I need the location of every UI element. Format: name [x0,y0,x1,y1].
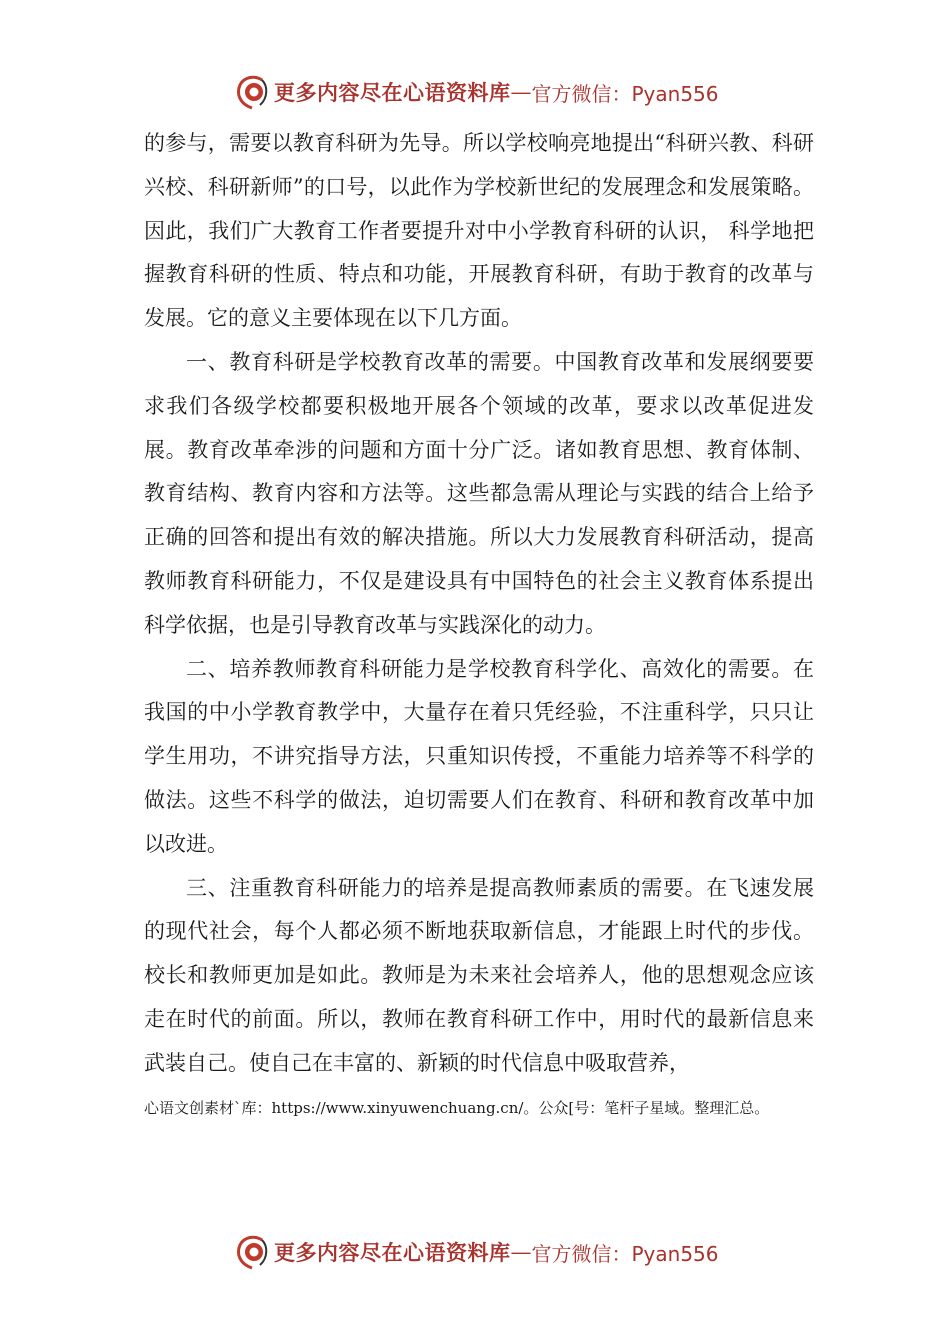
banner-sub-text: 官方微信：Pyan556 [531,81,719,106]
logo-icon [232,1232,272,1272]
banner-main-text: 更多内容尽在心语资料库 [274,1240,511,1265]
logo-icon [232,72,272,112]
footer-banner [232,1232,719,1272]
paragraph-point-3: 三、注重教育科研能力的培养是提高教师素质的需要。在飞速发展的现代社会，每个人都必须不断地获取新信息，才能跟上时代的步伐。校长和教师更加是如此。教师是为未来社会培养人，他的思想观念应该走在时代的前面。所以，教师在教育科研工作中，用时代的最新信息来武装自己。使自己在丰富的、新颖的时代信息中吸取营养， [144,875,814,1075]
banner-dash: — [510,1240,532,1264]
source-note: 心语文创素材`库：https://www.xinyuwenchuang.cn/。公众[号：笔杆子星域。整理汇总。 [144,1099,770,1117]
banner-dash: — [510,80,532,104]
document-body [144,122,814,1086]
banner-main-text: 更多内容尽在心语资料库 [274,80,511,105]
paragraph-intro: 的参与，需要以教育科研为先导。所以学校响亮地提出“科研兴教、科研兴校、科研新师”的口号，以此作为学校新世纪的发展理念和发展策略。因此，我们广大教育工作者要提升对中小学教育科研的认识， 科学地把握教育科研的性质、特点和功能，开展教育科研，有助于教育的改革与发展。它的意义主要体现在以下几方面。 [144,131,814,331]
paragraph-point-1: 一、教育科研是学校教育改革的需要。中国教育改革和发展纲要要求我们各级学校都要积极地开展各个领域的改革，要求以改革促进发展。教育改革牵涉的问题和方面十分广泛。诸如教育思想、教育体制、教育结构、教育内容和方法等。这些都急需从理论与实践的结合上给予正确的回答和提出有效的解决措施。所以大力发展教育科研活动，提高教师教育科研能力，不仅是建设具有中国特色的社会主义教育体系提出科学依据，也是引导教育改革与实践深化的动力。 [144,349,814,637]
banner-sub-text: 官方微信：Pyan556 [531,1241,719,1266]
paragraph-point-2: 二、培养教师教育科研能力是学校教育科学化、高效化的需要。在我国的中小学教育教学中，大量存在着只凭经验，不注重科学，只只让学生用功，不讲究指导方法，只重知识传授，不重能力培养等不科学的做法。这些不科学的做法，迫切需要人们在教育、科研和教育改革中加以改进。 [144,656,814,856]
header-banner [232,72,719,112]
